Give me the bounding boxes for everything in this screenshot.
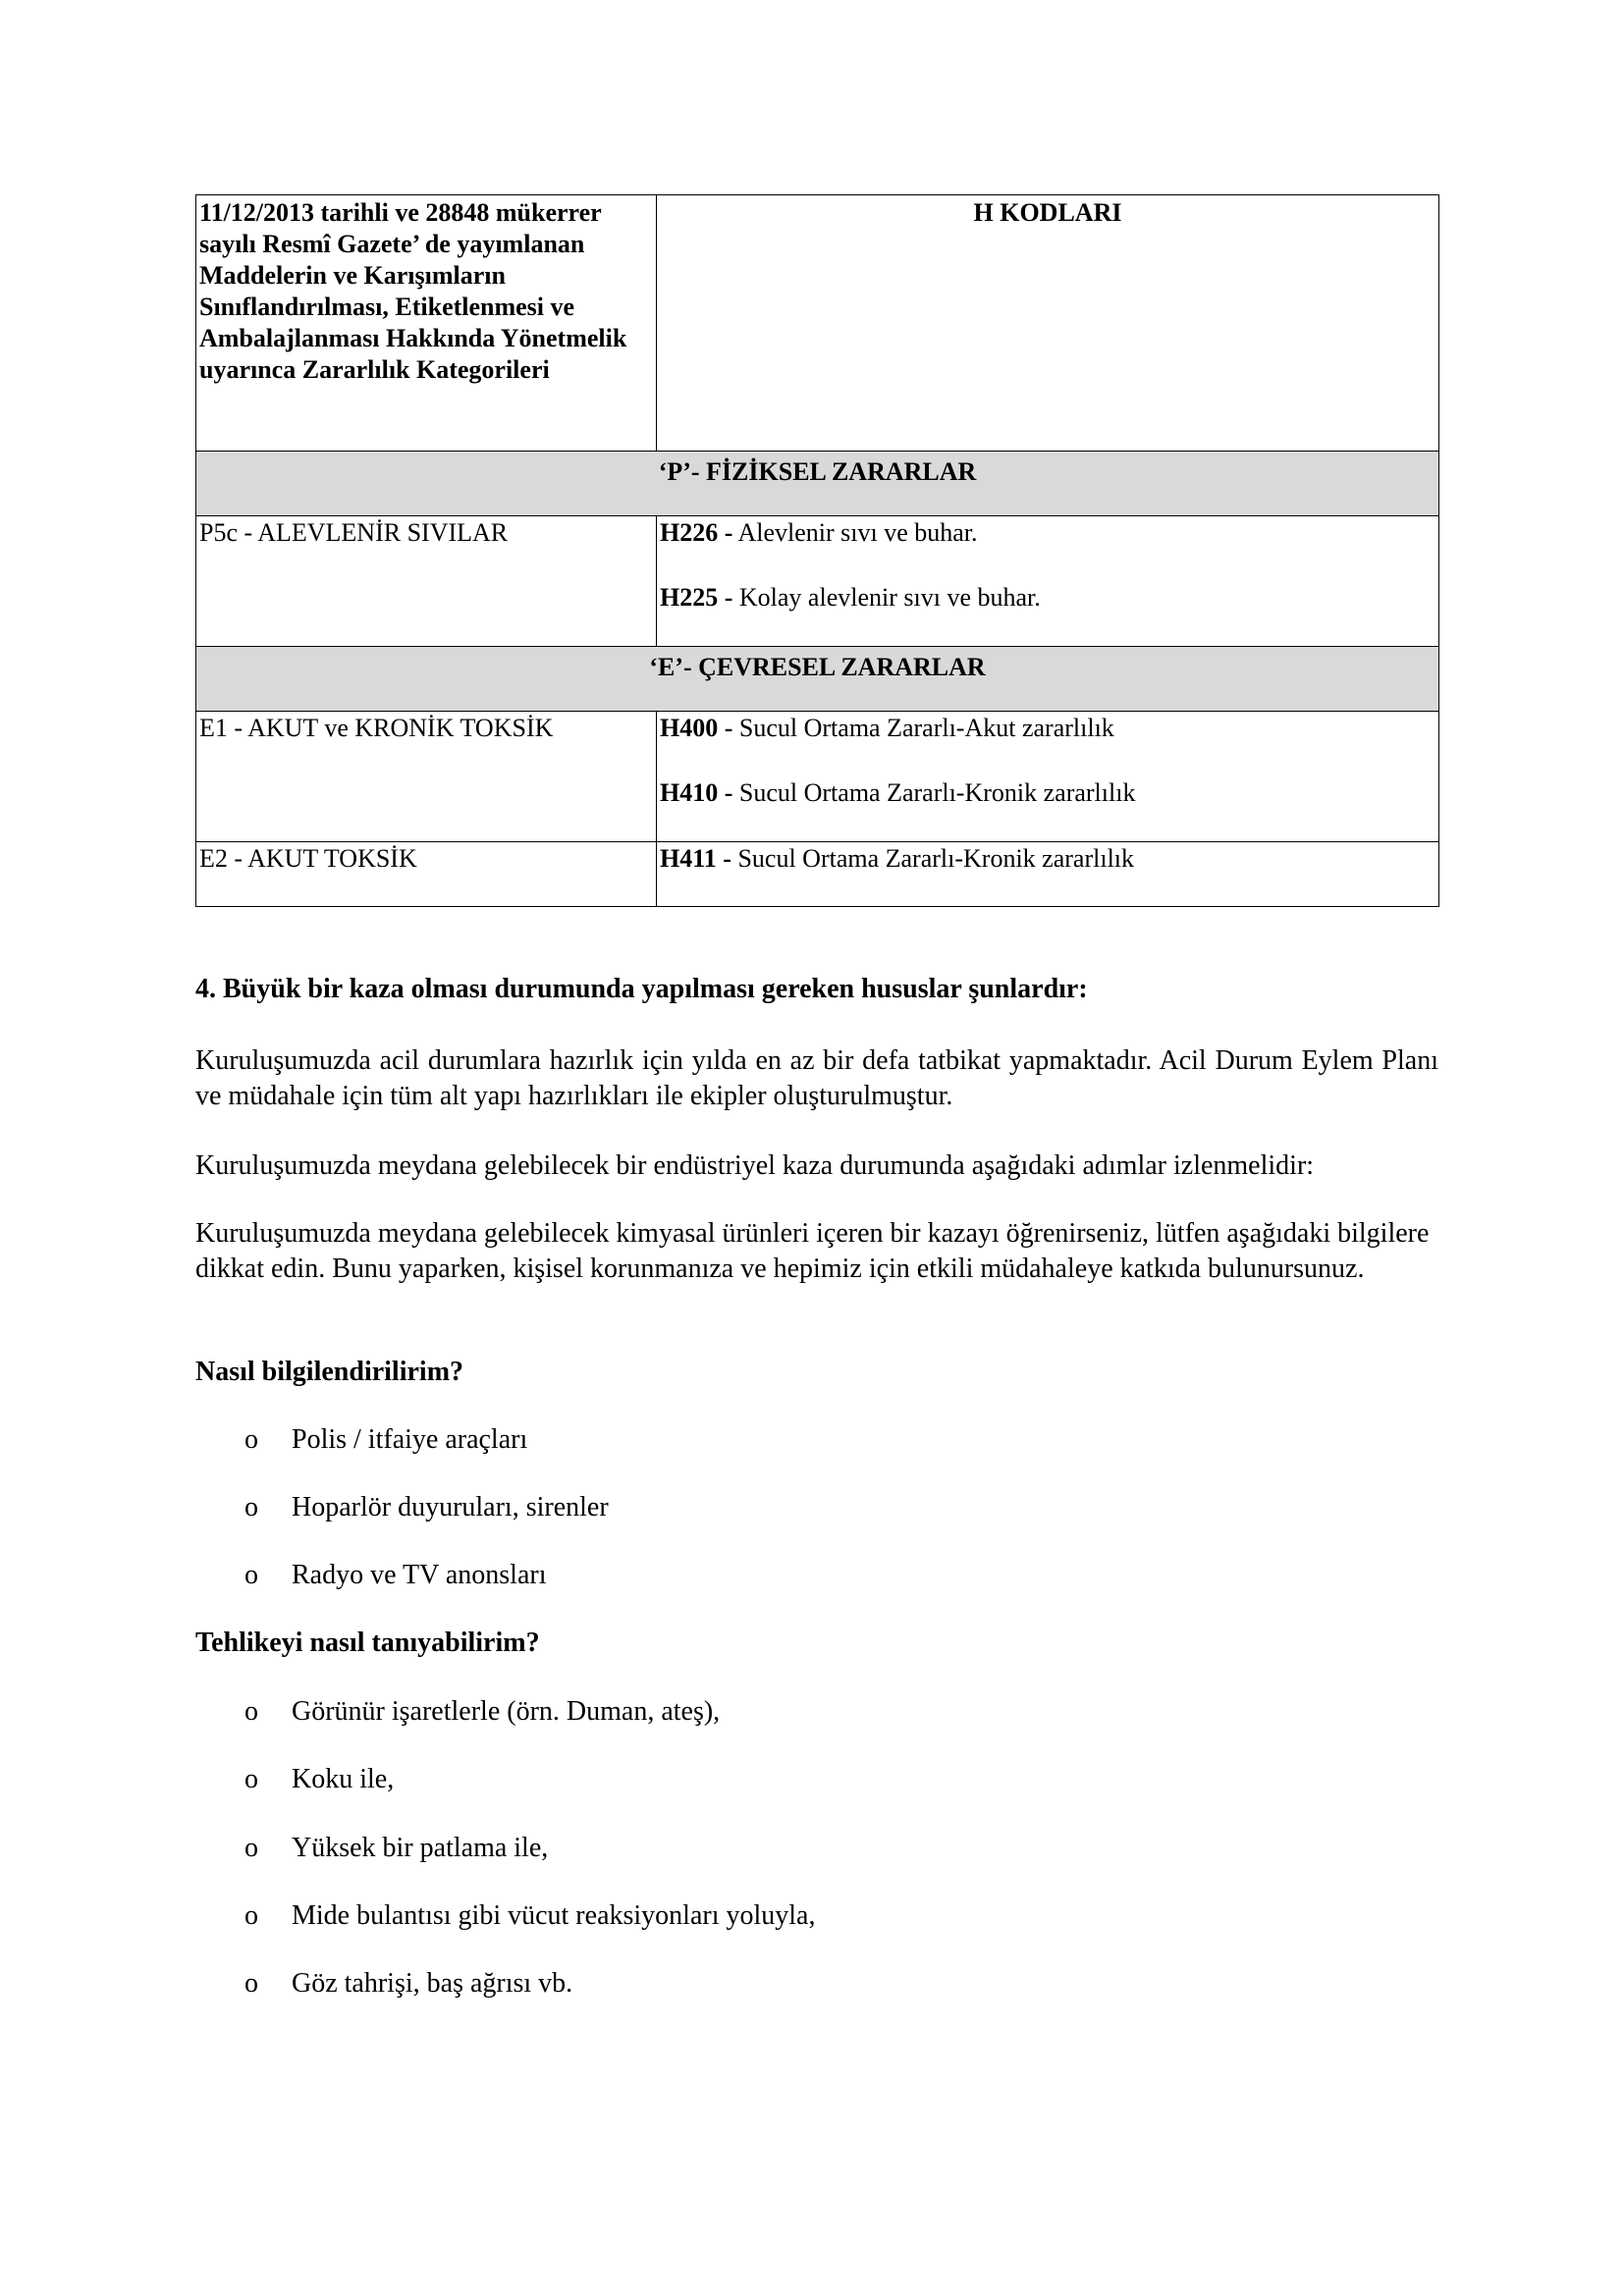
category-cell: E2 - AKUT TOKSİK — [196, 842, 657, 907]
codes-cell — [657, 842, 1439, 907]
document-page — [195, 194, 1438, 1999]
paragraph: Kuruluşumuzda acil durumlara hazırlık için yılda en az bir defa tatbikat yapmaktadır. Acil Durum Eylem Planı ve müdahale için tüm alt yapı hazırlıkları ile ekipler oluşturulmuştur. — [195, 1045, 1438, 1111]
paragraph: Kuruluşumuzda meydana gelebilecek kimyasal ürünleri içeren bir kazayı öğrenirseniz, lütfen aşağıdaki bilgilere dikkat edin. Bunu yaparken, kişisel korunmanıza ve hepimiz için etkili müdahaleye katkıda bulunursunuz. — [195, 1218, 1430, 1284]
list-item: o Görünür işaretlerle (örn. Duman, ateş), — [244, 1696, 721, 1727]
h-code-line: H410 - Sucul Ortama Zararlı-Kronik zararlılık — [660, 778, 1136, 807]
bullet-icon: o — [244, 1833, 258, 1863]
bullet-icon: o — [244, 1560, 258, 1590]
h-code-line: H226 - Alevlenir sıvı ve buhar. — [660, 518, 978, 547]
bullet-icon: o — [244, 1968, 258, 1999]
list-item: o Koku ile, — [244, 1764, 395, 1794]
question-heading: Tehlikeyi nasıl tanıyabilirim? — [195, 1628, 540, 1658]
table-row — [196, 712, 1439, 842]
codes-cell — [657, 516, 1439, 647]
list-item: o Yüksek bir patlama ile, — [244, 1833, 549, 1863]
hazard-category-header: 11/12/2013 tarihli ve 28848 mükerrer sayılı Resmî Gazete’ de yayımlanan Maddelerin ve Karışımların Sınıflandırılması, Etiketlenmesi ve Ambalajlanması Hakkında Yönetmelik uyarınca Zararlılık Kategorileri — [196, 195, 657, 452]
bullet-icon: o — [244, 1492, 258, 1522]
bullet-icon: o — [244, 1900, 258, 1931]
list-item: o Göz tahrişi, baş ağrısı vb. — [244, 1968, 573, 1999]
table-row — [196, 516, 1439, 647]
bullet-icon: o — [244, 1764, 258, 1794]
section-environmental-hazards: ‘E’- ÇEVRESEL ZARARLAR — [196, 647, 1439, 712]
section-row-environmental — [196, 647, 1439, 712]
section-physical-hazards: ‘P’- FİZİKSEL ZARARLAR — [196, 452, 1439, 516]
list-item: o Polis / itfaiye araçları — [244, 1424, 528, 1455]
table-header-row — [196, 195, 1439, 452]
bullet-icon: o — [244, 1696, 258, 1727]
list-item: o Mide bulantısı gibi vücut reaksiyonları yoluyla, — [244, 1900, 816, 1931]
section-row-physical — [196, 452, 1439, 516]
question-heading: Nasıl bilgilendirilirim? — [195, 1357, 464, 1387]
table-row — [196, 842, 1439, 907]
h-code-line: H400 - Sucul Ortama Zararlı-Akut zararlılık — [660, 714, 1114, 742]
paragraph: Kuruluşumuzda meydana gelebilecek bir endüstriyel kaza durumunda aşağıdaki adımlar izlenmelidir: — [195, 1150, 1315, 1181]
list-item: o Radyo ve TV anonsları — [244, 1560, 547, 1590]
section-4-heading: 4. Büyük bir kaza olması durumunda yapılması gereken hususlar şunlardır: — [195, 974, 1088, 1004]
category-cell: E1 - AKUT ve KRONİK TOKSİK — [196, 712, 657, 842]
bullet-icon: o — [244, 1424, 258, 1455]
h-code-line: H411 - Sucul Ortama Zararlı-Kronik zararlılık — [660, 844, 1135, 873]
list-item: o Hoparlör duyuruları, sirenler — [244, 1492, 609, 1522]
codes-cell — [657, 712, 1439, 842]
hazard-table — [195, 194, 1439, 907]
h-code-line: H225 - Kolay alevlenir sıvı ve buhar. — [660, 583, 1041, 612]
h-codes-header: H KODLARI — [657, 195, 1439, 452]
category-cell: P5c - ALEVLENİR SIVILAR — [196, 516, 657, 647]
